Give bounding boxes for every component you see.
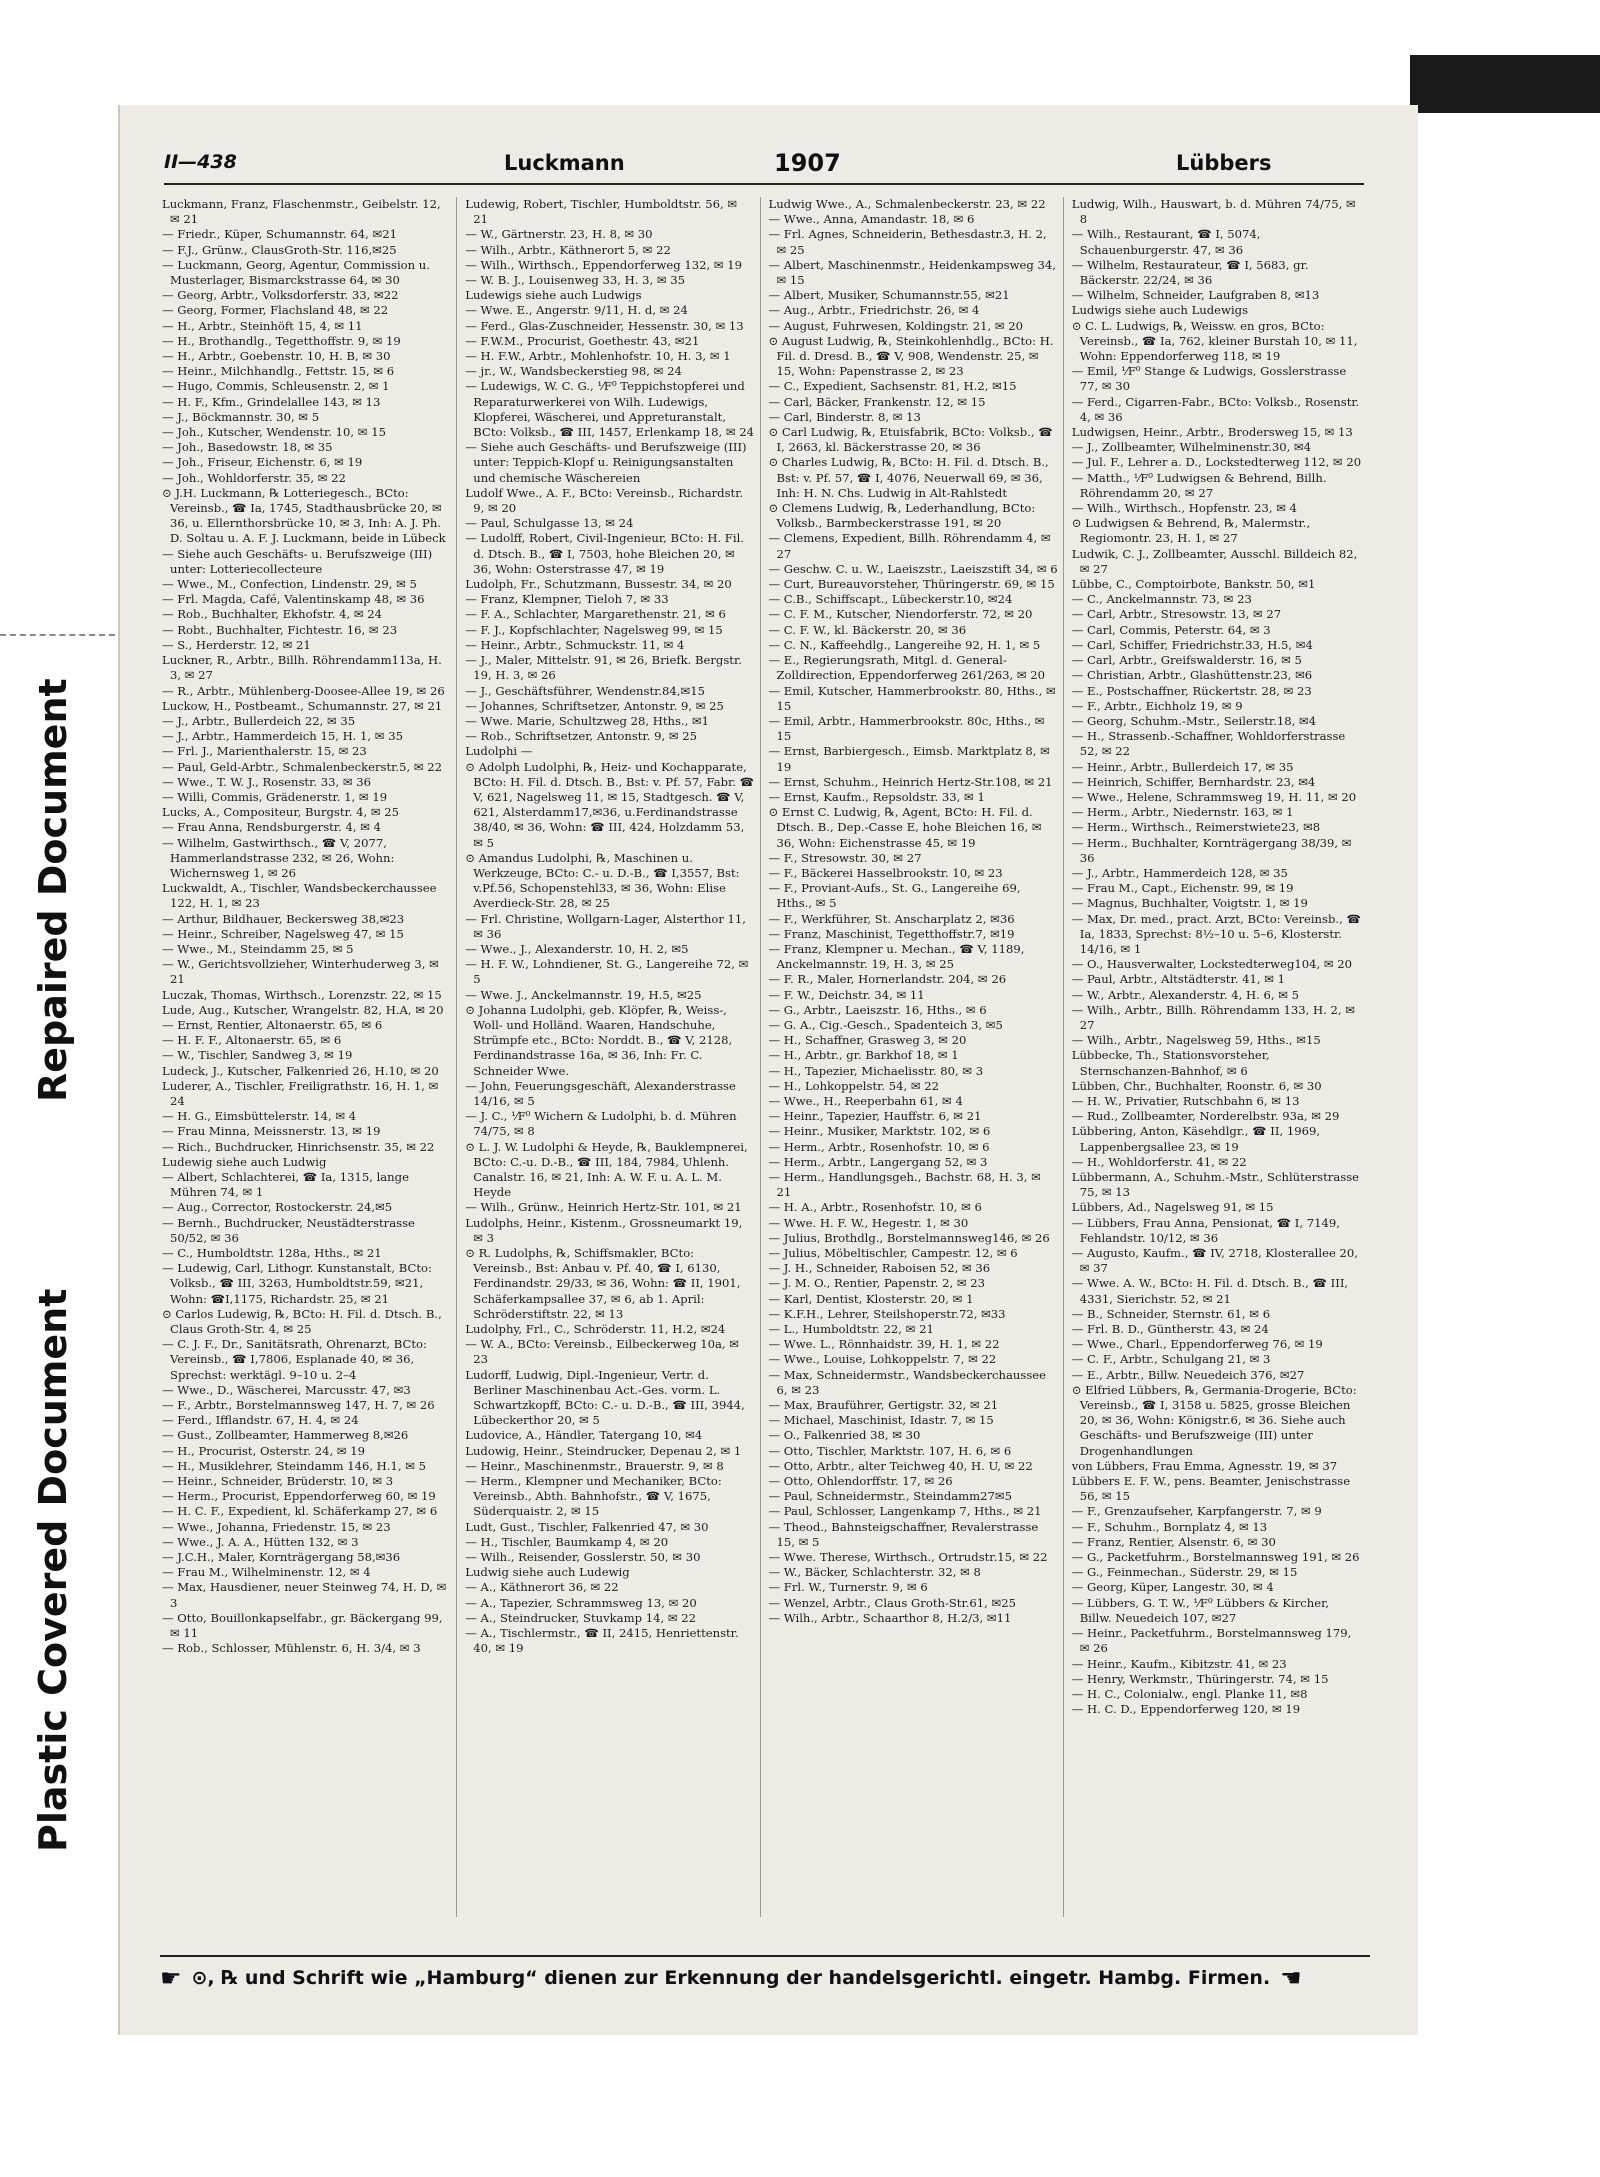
directory-entry: — H., Schaffner, Grasweg 3, ✉ 20 (768, 1033, 967, 1048)
directory-entry: Ludwigsen, Heinr., Arbtr., Brodersweg 15, ✉ 13 (1071, 425, 1353, 440)
directory-entry: — Herm., Buchhalter, Kornträgergang 38/39, ✉ 36 (1071, 835, 1352, 865)
directory-entry: ⊙ Carlos Ludewig, ℞, BCto: H. Fil. d. Dtsch. B., Claus Groth-Str. 4, ✉ 25 (162, 1306, 442, 1337)
directory-entry: — W. B. J., Louisenweg 33, H. 3, ✉ 35 (465, 273, 686, 288)
directory-entry: Ludwig siehe auch Ludewig (465, 1565, 630, 1580)
directory-entry: Ludolphy, Frl., C., Schröderstr. 11, H.2, ✉24 (465, 1322, 726, 1337)
directory-entry: — Karl, Dentist, Klosterstr. 20, ✉ 1 (768, 1291, 974, 1306)
directory-entry: — Hugo, Commis, Schleusenstr. 2, ✉ 1 (162, 379, 390, 394)
directory-entry: — Otto, Tischler, Marktstr. 107, H. 6, ✉ 6 (768, 1443, 1012, 1458)
directory-entry: ⊙ Clemens Ludwig, ℞, Lederhandlung, BCto: Volksb., Barmbeckerstrasse 191, ✉ 20 (768, 501, 1036, 531)
directory-entry: — Wilh., Wirthsch., Hopfenstr. 23, ✉ 4 (1071, 501, 1298, 516)
directory-entry: — B., Schneider, Sternstr. 61, ✉ 6 (1071, 1306, 1271, 1321)
directory-entry: — O., Falkenried 38, ✉ 30 (768, 1428, 921, 1443)
directory-entry: — W., Tischler, Sandweg 3, ✉ 19 (162, 1048, 353, 1063)
directory-entry: — Herm., Klempner und Mechaniker, BCto: Vereinsb., Abth. Bahnhofstr., ☎ V, 1675, Süderquaistr. 2, ✉ 15 (465, 1474, 722, 1519)
directory-entry: — Carl, Commis, Peterstr. 64, ✉ 3 (1071, 622, 1271, 637)
directory-entry: — Emil, Arbtr., Hammerbrookstr. 80c, Hths., ✉ 15 (768, 713, 1045, 744)
directory-entry: — Ludewig, Carl, Lithogr. Kunstanstalt, BCto: Volksb., ☎ III, 3263, Humboldtstr.59, ✉21, Wohn: ☎I,1175, Richardstr. 25, ✉ 21 (162, 1261, 432, 1306)
directory-entry: — Ferd., Ifflandstr. 67, H. 4, ✉ 24 (162, 1413, 359, 1428)
directory-entry: — H., Procurist, Osterstr. 24, ✉ 19 (162, 1443, 365, 1458)
directory-entry: — S., Herderstr. 12, ✉ 21 (162, 637, 311, 652)
directory-entry: — Julius, Brothdlg., Borstelmannsweg146, ✉ 26 (768, 1230, 1050, 1245)
directory-entry: — G., Arbtr., Laeiszstr. 16, Hths., ✉ 6 (768, 1002, 987, 1017)
directory-entry: Ludolf Wwe., A. F., BCto: Vereinsb., Richardstr. 9, ✉ 20 (465, 485, 744, 516)
directory-entry: — Ludolff, Robert, Civil-Ingenieur, BCto: H. Fil. d. Dtsch. B., ☎ I, 7503, hohe Bleichen 20, ✉ 36, Wohn: Osterstrasse 47, ✉ 19 (465, 531, 744, 576)
directory-entry: Lübbe, C., Comptoirbote, Bankstr. 50, ✉1 (1071, 577, 1316, 592)
directory-entry: — Otto, Arbtr., alter Teichweg 40, H. U, ✉ 22 (768, 1458, 1033, 1473)
directory-entry: — F. R., Maler, Hornerlandstr. 204, ✉ 26 (768, 972, 1007, 987)
directory-entry: — Wenzel, Arbtr., Claus Groth-Str.61, ✉25 (768, 1595, 1017, 1610)
directory-entry: — Albert, Maschinenmstr., Heidenkampsweg 34, ✉ 15 (768, 257, 1056, 288)
directory-entry: — Otto, Ohlendorffstr. 17, ✉ 26 (768, 1474, 953, 1489)
directory-entry: Ludeck, J., Kutscher, Falkenried 26, H.10, ✉ 20 (162, 1063, 439, 1078)
directory-entry: — Wwe., J., Alexanderstr. 10, H. 2, ✉5 (465, 941, 689, 956)
directory-entry: — Frl. Magda, Café, Valentinskamp 48, ✉ 36 (162, 592, 425, 607)
directory-entry: — Rich., Buchdrucker, Hinrichsenstr. 35, ✉ 22 (162, 1139, 435, 1154)
directory-entry: — W., Gärtnerstr. 23, H. 8, ✉ 30 (465, 227, 653, 242)
directory-entry: — Wilh., Reisender, Gosslerstr. 50, ✉ 30 (465, 1550, 701, 1565)
directory-entry: — Wwe. J., Anckelmannstr. 19, H.5, ✉25 (465, 987, 702, 1002)
directory-entry: — O., Hausverwalter, Lockstedterweg104, ✉ 20 (1071, 957, 1353, 972)
directory-entry: — Frl. Christine, Wollgarn-Lager, Alsterthor 11, ✉ 36 (465, 911, 746, 941)
directory-entry: ⊙ Ernst C. Ludwig, ℞, Agent, BCto: H. Fil. d. Dtsch. B., Dep.-Casse E, hohe Bleichen 16, ✉ 36, Wohn: Eichenstrasse 45, ✉ 19 (768, 805, 1042, 850)
directory-entry: — Wilh., Arbtr., Nagelsweg 59, Hths., ✉15 (1071, 1033, 1321, 1048)
column-4 (1072, 197, 1366, 1917)
directory-entry: — Carl, Bäcker, Frankenstr. 12, ✉ 15 (768, 394, 986, 409)
directory-entry: — Max, Brauführer, Gertigstr. 32, ✉ 21 (768, 1398, 999, 1413)
directory-entry: — E., Arbtr., Billw. Neuedeich 376, ✉27 (1071, 1367, 1305, 1382)
page-header (164, 147, 1364, 185)
directory-entry: — Herm., Wirthsch., Reimerstwiete23, ✉8 (1071, 820, 1321, 835)
directory-entry: — H., Brothandlg., Tegetthoffstr. 9, ✉ 19 (162, 333, 401, 348)
directory-entry: Luckner, R., Arbtr., Billh. Röhrendamm113a, H. 3, ✉ 27 (162, 653, 442, 683)
directory-entry: — C. F. M., Kutscher, Niendorferstr. 72, ✉ 20 (768, 607, 1033, 622)
directory-entry: — J. C., ⅟F⁰ Wichern & Ludolphi, b. d. Mühren 74/75, ✉ 8 (465, 1109, 737, 1139)
directory-entry: — Joh., Kutscher, Wendenstr. 10, ✉ 15 (162, 425, 386, 440)
directory-entry: — Albert, Musiker, Schumannstr.55, ✉21 (768, 288, 1010, 303)
directory-entry: — H. C. D., Eppendorferweg 120, ✉ 19 (1071, 1702, 1301, 1717)
directory-entry: — K.F.H., Lehrer, Steilshoperstr.72, ✉33 (768, 1306, 1006, 1321)
directory-entry: ⊙ Johanna Ludolphi, geb. Klöpfer, ℞, Weiss-, Woll- und Holländ. Waaren, Handschuhe, Strümpfe etc., BCto: Norddt. B., ☎ V, 2128, Ferdinandstrasse 16a, ✉ 36, Inh: Fr. C. Schneider Wwe. (465, 1002, 733, 1078)
directory-entry: — E., Regierungsrath, Mitgl. d. General-Zolldirection, Eppendorferweg 261/263, ✉ 20 (768, 653, 1046, 683)
header-year: 1907 (774, 149, 841, 177)
directory-entry: Lübbecke, Th., Stationsvorsteher, Sternschanzen-Bahnhof, ✉ 6 (1071, 1048, 1270, 1078)
directory-entry: Lübbermann, A., Schuhm.-Mstr., Schlüterstrasse 75, ✉ 13 (1071, 1170, 1360, 1200)
repaired-document-label: Repaired Document (31, 678, 75, 1102)
directory-entry: — Carl, Arbtr., Stresowstr. 13, ✉ 27 (1071, 607, 1282, 622)
directory-entry: — Ferd., Glas-Zuschneider, Hessenstr. 30, ✉ 13 (465, 318, 744, 333)
directory-entry: — Wilhelm, Restaurateur, ☎ I, 5683, gr. Bäckerstr. 22/24, ✉ 36 (1071, 257, 1309, 288)
directory-entry: — Heinr., Schreiber, Nagelsweg 47, ✉ 15 (162, 926, 404, 941)
directory-entry: — H., Wohldorferstr. 41, ✉ 22 (1071, 1154, 1247, 1169)
directory-entry: — F., Bäckerei Hasselbrookstr. 10, ✉ 23 (768, 865, 1003, 880)
directory-entry: ⊙ Ludwigsen & Behrend, ℞, Malermstr., Regiomontr. 23, H. 1, ✉ 27 (1071, 516, 1311, 546)
directory-entry: — Georg, Küper, Langestr. 30, ✉ 4 (1071, 1580, 1274, 1595)
directory-entry: — J. H., Schneider, Raboisen 52, ✉ 36 (768, 1261, 991, 1276)
directory-entry: — H. A., Arbtr., Rosenhofstr. 10, ✉ 6 (768, 1200, 982, 1215)
directory-entry: — Ernst, Rentier, Altonaerstr. 65, ✉ 6 (162, 1017, 383, 1032)
directory-entry: — Wwe., Anna, Amandastr. 18, ✉ 6 (768, 212, 975, 227)
directory-entry: — Siehe auch Geschäfts- u. Berufszweige (III) unter: Lotteriecollecteure (162, 546, 433, 576)
directory-entry: ⊙ C. L. Ludwigs, ℞, Weissw. en gros, BCto: Vereinsb., ☎ Ia, 762, kleiner Burstah 10, ✉ 11, Wohn: Eppendorferweg 118, ✉ 19 (1071, 318, 1358, 364)
directory-entry: — Aug., Corrector, Rostockerstr. 24,✉5 (162, 1200, 393, 1215)
directory-entry: — Augusto, Kaufm., ☎ IV, 2718, Klosterallee 20, ✉ 37 (1071, 1246, 1358, 1276)
directory-entry: — Wilhelm, Schneider, Laufgraben 8, ✉13 (1071, 288, 1320, 303)
directory-entry: — Joh., Basedowstr. 18, ✉ 35 (162, 440, 333, 455)
directory-entry: — Georg, Arbtr., Volksdorferstr. 33, ✉22 (162, 288, 399, 303)
directory-entry: — F., Arbtr., Eichholz 19, ✉ 9 (1071, 698, 1243, 713)
directory-entry: — G., Packetfuhrm., Borstelmannsweg 191, ✉ 26 (1071, 1550, 1360, 1565)
directory-entry: — J., Maler, Mittelstr. 91, ✉ 26, Briefk. Bergstr. 19, H. 3, ✉ 26 (465, 653, 742, 683)
directory-entry: — J., Arbtr., Hammerdeich 15, H. 1, ✉ 35 (162, 729, 403, 744)
directory-entry: — Wilh., Restaurant, ☎ I, 5074, Schauenburgerstr. 47, ✉ 36 (1071, 227, 1261, 257)
directory-entry: — Wwe., Johanna, Friedenstr. 15, ✉ 23 (162, 1519, 391, 1534)
directory-entry: — Heinr., Arbtr., Bullerdeich 17, ✉ 35 (1071, 759, 1294, 774)
directory-entry: — H. C., Colonialw., engl. Planke 11, ✉8 (1071, 1686, 1308, 1701)
directory-entry: — F., Grenzaufseher, Karpfangerstr. 7, ✉ 9 (1071, 1504, 1322, 1519)
directory-entry: — A., Steindrucker, Stuvkamp 14, ✉ 22 (465, 1610, 696, 1625)
directory-entry: — H., Arbtr., gr. Barkhof 18, ✉ 1 (768, 1048, 959, 1063)
directory-entry: — Wilh., Arbtr., Schaarthor 8, H.2/3, ✉11 (768, 1610, 1012, 1625)
directory-entry: — Johannes, Schriftsetzer, Antonstr. 9, ✉ 25 (465, 698, 724, 713)
directory-entry: — Heinr., Packetfuhrm., Borstelmannsweg 179, ✉ 26 (1071, 1626, 1352, 1656)
page-number: II—438 (164, 151, 237, 173)
directory-entry: — Clemens, Expedient, Billh. Röhrendamm 4, ✉ 27 (768, 531, 1051, 561)
directory-entry: — Curt, Bureauvorsteher, Thüringerstr. 69, ✉ 15 (768, 577, 1055, 592)
directory-entry: — H., Arbtr., Steinhöft 15, 4, ✉ 11 (162, 318, 363, 333)
directory-entry: — Ernst, Kaufm., Repsoldstr. 33, ✉ 1 (768, 789, 985, 804)
directory-entry: — Frl. Agnes, Schneiderin, Bethesdastr.3, H. 2, ✉ 25 (768, 227, 1047, 257)
directory-entry: — Carl, Schiffer, Friedrichstr.33, H.5, ✉4 (1071, 637, 1313, 652)
directory-entry: — Frau Minna, Meissnerstr. 13, ✉ 19 (162, 1124, 381, 1139)
directory-entry: — Heinr., Musiker, Marktstr. 102, ✉ 6 (768, 1124, 991, 1139)
directory-entry: — Gust., Zollbeamter, Hammerweg 8,✉26 (162, 1428, 409, 1443)
directory-entry: — Joh., Wohldorferstr. 35, ✉ 22 (162, 470, 346, 485)
header-left-keyword: Luckmann (504, 151, 625, 175)
directory-entry: — W., Arbtr., Alexanderstr. 4, H. 6, ✉ 5 (1071, 987, 1299, 1002)
directory-entry: — J., Arbtr., Hammerdeich 128, ✉ 35 (1071, 865, 1288, 880)
directory-entry: Luckow, H., Postbeamt., Schumannstr. 27, ✉ 21 (162, 698, 443, 713)
directory-entry: — Henry, Werkmstr., Thüringerstr. 74, ✉ 15 (1071, 1671, 1329, 1686)
directory-entry: — J., Arbtr., Bullerdeich 22, ✉ 35 (162, 713, 356, 728)
directory-entry: — Magnus, Buchhalter, Voigtstr. 1, ✉ 19 (1071, 896, 1308, 911)
directory-entry: — F. A., Schlachter, Margarethenstr. 21, ✉ 6 (465, 607, 726, 622)
directory-entry: Lübbers, Ad., Nagelsweg 91, ✉ 15 (1071, 1200, 1274, 1215)
column-1 (162, 197, 457, 1917)
directory-entry: Lübbering, Anton, Käsehdlgr., ☎ II, 1969, Lappenbergsallee 23, ✉ 19 (1071, 1124, 1321, 1154)
directory-entry: — Herm., Procurist, Eppendorferweg 60, ✉ 19 (162, 1489, 436, 1504)
directory-entry: — Franz, Rentier, Alsenstr. 6, ✉ 30 (1071, 1534, 1276, 1549)
directory-entry: ⊙ Charles Ludwig, ℞, BCto: H. Fil. d. Dtsch. B., Bst: v. Pf. 57, ☎ I, 4076, Neuerwall 69, ✉ 36, Inh: H. N. Chs. Ludwig in Alt-Rahlstedt (768, 455, 1049, 500)
directory-entry: — Heinrich, Schiffer, Bernhardstr. 23, ✉4 (1071, 774, 1316, 789)
directory-entry: — Emil, Kutscher, Hammerbrookstr. 80, Hths., ✉ 15 (768, 683, 1056, 713)
directory-entry: ⊙ Carl Ludwig, ℞, Etuisfabrik, BCto: Volksb., ☎ I, 2663, kl. Bäckerstrasse 20, ✉ 36 (768, 425, 1053, 455)
directory-entry: ⊙ Elfried Lübbers, ℞, Germania-Drogerie, BCto: Vereinsb., ☎ I, 3158 u. 5825, grosse Bleichen 20, ✉ 36, Wohn: Königstr.6, ✉ 36. Siehe auch Geschäfts- und Berufszweige (III) unter Drogenhandlungen (1071, 1382, 1357, 1458)
directory-entry: — C. J. F., Dr., Sanitätsrath, Ohrenarzt, BCto: Vereinsb., ☎ I,7806, Esplanade 40, ✉ 36, Sprechst: werktägl. 9–10 u. 2–4 (162, 1337, 427, 1382)
directory-entry: — C. F., Arbtr., Schulgang 21, ✉ 3 (1071, 1352, 1271, 1367)
directory-entry: — Wwe., M., Steindamm 25, ✉ 5 (162, 941, 354, 956)
directory-entry: — H. F. W., Lohndiener, St. G., Langereihe 72, ✉ 5 (465, 957, 749, 987)
directory-entry: — Albert, Schlachterei, ☎ Ia, 1315, lange Mühren 74, ✉ 1 (162, 1170, 409, 1200)
directory-entry: — Wwe. E., Angerstr. 9/11, H. d, ✉ 24 (465, 303, 688, 318)
directory-entry: — Aug., Arbtr., Friedrichstr. 26, ✉ 4 (768, 303, 980, 318)
directory-entry: — F.J., Grünw., ClausGroth-Str. 116,✉25 (162, 242, 397, 257)
directory-entry: — Paul, Geld-Arbtr., Schmalenbeckerstr.5, ✉ 22 (162, 759, 443, 774)
directory-entry: — H. G., Eimsbüttelerstr. 14, ✉ 4 (162, 1109, 357, 1124)
directory-entry: — Wwe., J. A. A., Hütten 132, ✉ 3 (162, 1534, 359, 1549)
directory-entry: — J., Zollbeamter, Wilhelminenstr.30, ✉4 (1071, 440, 1312, 455)
directory-entry: — Herm., Arbtr., Langergang 52, ✉ 3 (768, 1154, 988, 1169)
pointing-hand-right-icon: ☚ (1280, 1964, 1302, 1992)
directory-entry: Ludewig, Robert, Tischler, Humboldtstr. 56, ✉ 21 (465, 197, 738, 227)
directory-entry: — August, Fuhrwesen, Koldingstr. 21, ✉ 20 (768, 318, 1024, 333)
directory-entry: — W. A., BCto: Vereinsb., Eilbeckerweg 10a, ✉ 23 (465, 1337, 739, 1367)
directory-entry: — Wwe. L., Rönnhaidstr. 39, H. 1, ✉ 22 (768, 1337, 1000, 1352)
directory-entry: — Lübbers, Frau Anna, Pensionat, ☎ I, 7149, Fehlandstr. 10/12, ✉ 36 (1071, 1215, 1340, 1245)
plastic-covered-label: Plastic Covered Document (31, 1288, 75, 1852)
directory-entry: — Frau Anna, Rendsburgerstr. 4, ✉ 4 (162, 820, 381, 835)
directory-entry: — Wwe., H., Reeperbahn 61, ✉ 4 (768, 1093, 963, 1108)
directory-entry: — J. M. O., Rentier, Papenstr. 2, ✉ 23 (768, 1276, 986, 1291)
directory-entry: — F., Werkführer, St. Anscharplatz 2, ✉36 (768, 911, 1015, 926)
directory-entry: — jr., W., Wandsbeckerstieg 98, ✉ 24 (465, 364, 682, 379)
directory-entry: Ludolph, Fr., Schutzmann, Bussestr. 34, ✉ 20 (465, 577, 732, 592)
directory-entry: — Julius, Möbeltischler, Campestr. 12, ✉ 6 (768, 1246, 1018, 1261)
directory-entry: — Frau M., Capt., Eichenstr. 99, ✉ 19 (1071, 881, 1294, 896)
directory-entry: — H., Strassenb.-Schaffner, Wohldorferstrasse 52, ✉ 22 (1071, 729, 1346, 759)
directory-entry: — H., Arbtr., Goebenstr. 10, H. B, ✉ 30 (162, 349, 391, 364)
directory-entry: Luckwaldt, A., Tischler, Wandsbeckerchaussee 122, H. 1, ✉ 23 (162, 881, 437, 911)
directory-entry: — F., Schuhm., Bornplatz 4, ✉ 13 (1071, 1519, 1268, 1534)
directory-entry: — F.W.M., Procurist, Goethestr. 43, ✉21 (465, 333, 700, 348)
directory-entry: — Heinr., Maschinenmstr., Brauerstr. 9, ✉ 8 (465, 1458, 724, 1473)
directory-entry: — Friedr., Küper, Schumannstr. 64, ✉21 (162, 227, 398, 242)
directory-entry: ⊙ L. J. W. Ludolphi & Heyde, ℞, Bauklempnerei, BCto: C.-u. D.-B., ☎ III, 184, 7984, Uhlenh. Canalstr. 16, ✉ 21, Inh: A. W. F. u. A. L. M. Heyde (465, 1139, 748, 1200)
directory-entry: — Wilh., Arbtr., Käthnerort 5, ✉ 22 (465, 242, 671, 257)
directory-entry: Ludwig Wwe., A., Schmalenbeckerstr. 23, ✉ 22 (768, 197, 1046, 211)
directory-entry: — H., Tapezier, Michaelisstr. 80, ✉ 3 (768, 1063, 984, 1078)
directory-entry: — Max, Schneidermstr., Wandsbeckerchaussee 6, ✉ 23 (768, 1367, 1046, 1397)
directory-entry: — L., Humboldtstr. 22, ✉ 21 (768, 1322, 934, 1337)
directory-entry: — Luckmann, Georg, Agentur, Commission u. Musterlager, Bismarckstrasse 64, ✉ 30 (162, 257, 430, 288)
directory-entry: — Franz, Klempner, Tieloh 7, ✉ 33 (465, 592, 669, 607)
directory-entry: Luderer, A., Tischler, Freiligrathstr. 16, H. 1, ✉ 24 (162, 1078, 439, 1108)
directory-entry: — C. N., Kaffeehdlg., Langereihe 92, H. 1, ✉ 5 (768, 637, 1041, 652)
directory-entry: — Heinr., Schneider, Brüderstr. 10, ✉ 3 (162, 1474, 394, 1489)
directory-entry: Luczak, Thomas, Wirthsch., Lorenzstr. 22, ✉ 15 (162, 987, 442, 1002)
directory-entry: Ludolphs, Heinr., Kistenm., Grossneumarkt 19, ✉ 3 (465, 1215, 743, 1245)
directory-entry: — Matth., ⅟F⁰ Ludwigsen & Behrend, Billh. Röhrendamm 20, ✉ 27 (1071, 470, 1327, 500)
directory-entry: — Ernst, Barbiergesch., Eimsb. Marktplatz 8, ✉ 19 (768, 744, 1050, 774)
directory-entry: — Wilh., Grünw., Heinrich Hertz-Str. 101, ✉ 21 (465, 1200, 742, 1215)
directory-entry: — Paul, Schlosser, Langenkamp 7, Hths., ✉ 21 (768, 1504, 1042, 1519)
directory-entry: ⊙ J.H. Luckmann, ℞ Lotteriegesch., BCto: Vereinsb., ☎ Ia, 1745, Stadthausbrücke 20, ✉ 36, u. Ellernthorsbrücke 10, ✉ 3, Inh: A. J. Ph. D. Soltau u. A. F. J. Luckmann, beide in Lübeck (162, 485, 446, 546)
directory-entry: — Herm., Handlungsgeh., Bachstr. 68, H. 3, ✉ 21 (768, 1170, 1041, 1200)
directory-entry: — Wwe., D., Wäscherei, Marcusstr. 47, ✉3 (162, 1382, 411, 1397)
directory-entry: Ludwigs siehe auch Ludewigs (1071, 303, 1249, 318)
directory-entry: — Georg, Former, Flachsland 48, ✉ 22 (162, 303, 389, 318)
directory-entry: Ludewigs siehe auch Ludwigs (465, 288, 642, 303)
directory-entry: — F. W., Deichstr. 34, ✉ 11 (768, 987, 925, 1002)
directory-entry: Lude, Aug., Kutscher, Wrangelstr. 82, H.A, ✉ 20 (162, 1002, 444, 1017)
directory-entry: — Carl, Arbtr., Greifswalderstr. 16, ✉ 5 (1071, 653, 1302, 668)
directory-entry: — Wwe., M., Confection, Lindenstr. 29, ✉ 5 (162, 577, 417, 592)
directory-entry: Ludt, Gust., Tischler, Falkenried 47, ✉ 30 (465, 1519, 709, 1534)
directory-entry: — Wwe. Marie, Schultzweg 28, Hths., ✉1 (465, 713, 710, 728)
directory-entry: — H. F. F., Altonaerstr. 65, ✉ 6 (162, 1033, 342, 1048)
directory-entry: — Joh., Friseur, Eichenstr. 6, ✉ 19 (162, 455, 363, 470)
directory-entry: — Frau M., Wilhelminenstr. 12, ✉ 4 (162, 1565, 371, 1580)
directory-entry: Lübbers E. F. W., pens. Beamter, Jenischstrasse 56, ✉ 15 (1071, 1474, 1351, 1504)
directory-entry: — Robt., Buchhalter, Fichtestr. 16, ✉ 23 (162, 622, 398, 637)
directory-entry: — Arthur, Bildhauer, Beckersweg 38,✉23 (162, 911, 405, 926)
directory-entry: — Paul, Schulgasse 13, ✉ 24 (465, 516, 634, 531)
directory-entry: Ludewig siehe auch Ludwig (162, 1154, 327, 1169)
directory-entry: — Heinr., Tapezier, Hauffstr. 6, ✉ 21 (768, 1109, 982, 1124)
directory-entry: — Wilh., Wirthsch., Eppendorferweg 132, ✉ 19 (465, 257, 743, 272)
directory-entry: — C. F. W., kl. Bäckerstr. 20, ✉ 36 (768, 622, 967, 637)
directory-entry: — Franz, Klempner u. Mechan., ☎ V, 1189, Anckelmannstr. 19, H. 3, ✉ 25 (768, 941, 1025, 972)
directory-entry: ⊙ August Ludwig, ℞, Steinkohlenhdlg., BCto: H. Fil. d. Dresd. B., ☎ V, 908, Wendenstr. 25, ✉ 15, Wohn: Papenstrasse 2, ✉ 23 (768, 333, 1054, 379)
directory-entry: Ludwik, C. J., Zollbeamter, Ausschl. Billdeich 82, ✉ 27 (1071, 546, 1358, 576)
directory-entry: Ludovice, A., Händler, Tatergang 10, ✉4 (465, 1428, 703, 1443)
directory-entry: — F. J., Kopfschlachter, Nagelsweg 99, ✉ 15 (465, 622, 723, 637)
directory-entry: — Siehe auch Geschäfts- und Berufszweige (III) unter: Teppich-Klopf u. Reinigungsanstalten und chemische Wäschereien (465, 440, 747, 485)
directory-entry: — H. F., Kfm., Grindelallee 143, ✉ 13 (162, 394, 381, 409)
directory-entry: — W., Bäcker, Schlachterstr. 32, ✉ 8 (768, 1565, 981, 1580)
directory-entry: — Paul, Arbtr., Altstädterstr. 41, ✉ 1 (1071, 972, 1285, 987)
directory-entry: — Paul, Schneidermstr., Steindamm27✉5 (768, 1489, 1013, 1504)
directory-entry: Lucks, A., Compositeur, Burgstr. 4, ✉ 25 (162, 805, 400, 820)
directory-entry: — Heinr., Arbtr., Schmuckstr. 11, ✉ 4 (465, 637, 685, 652)
directory-entry: Ludolphi — (465, 744, 533, 759)
directory-entry: — Lübbers, G. T. W., ⅟F⁰ Lübbers & Kircher, Billw. Neuedeich 107, ✉27 (1071, 1595, 1330, 1625)
directory-entry: — Frl. J., Marienthalerstr. 15, ✉ 23 (162, 744, 367, 759)
directory-entry: — Wwe., Louise, Lohkoppelstr. 7, ✉ 22 (768, 1352, 997, 1367)
directory-entry: — A., Tischlermstr., ☎ II, 2415, Henriettenstr. 40, ✉ 19 (465, 1626, 739, 1656)
directory-columns (162, 197, 1366, 1917)
directory-entry: — Heinr., Milchhandlg., Fettstr. 15, ✉ 6 (162, 364, 395, 379)
header-right-keyword: Lübbers (1176, 151, 1272, 175)
directory-entry: — Heinr., Kaufm., Kibitzstr. 41, ✉ 23 (1071, 1656, 1287, 1671)
directory-entry: — J., Böckmannstr. 30, ✉ 5 (162, 409, 320, 424)
directory-entry: — C., Humboldtstr. 128a, Hths., ✉ 21 (162, 1246, 382, 1261)
directory-entry: — Franz, Maschinist, Tegetthoffstr.7, ✉19 (768, 926, 1015, 941)
directory-entry: — Rud., Zollbeamter, Norderelbstr. 93a, ✉ 29 (1071, 1109, 1340, 1124)
directory-entry: — Rob., Buchhalter, Ekhofstr. 4, ✉ 24 (162, 607, 383, 622)
directory-entry: — Herm., Arbtr., Rosenhofstr. 10, ✉ 6 (768, 1139, 990, 1154)
directory-entry: — Wwe. A. W., BCto: H. Fil. d. Dtsch. B., ☎ III, 4331, Sierichstr. 52, ✉ 21 (1071, 1276, 1349, 1306)
directory-entry: — Otto, Bouillonkapselfabr., gr. Bäckergang 99, ✉ 11 (162, 1610, 443, 1641)
directory-entry: — Wwe., T. W. J., Rosenstr. 33, ✉ 36 (162, 774, 372, 789)
pointing-hand-left-icon: ☛ (160, 1964, 182, 1992)
directory-entry: — Wilh., Arbtr., Billh. Röhrendamm 133, H. 2, ✉ 27 (1071, 1002, 1355, 1032)
directory-entry: — H. F.W., Arbtr., Mohlenhofstr. 10, H. 3, ✉ 1 (465, 349, 731, 364)
directory-entry: — C., Expedient, Sachsenstr. 81, H.2, ✉15 (768, 379, 1017, 394)
directory-entry: — J.C.H., Maler, Kornträgergang 58,✉36 (162, 1550, 401, 1565)
directory-entry: — Ferd., Cigarren-Fabr., BCto: Volksb., Rosenstr. 4, ✉ 36 (1071, 394, 1360, 424)
directory-entry: — Max, Hausdiener, neuer Steinweg 74, H. D, ✉ 3 (162, 1580, 447, 1610)
directory-entry: Ludowig, Heinr., Steindrucker, Depenau 2, ✉ 1 (465, 1443, 742, 1458)
directory-entry: — Geschw. C. u. W., Laeiszstr., Laeiszstift 34, ✉ 6 (768, 561, 1058, 576)
directory-entry: — Frl. B. D., Güntherstr. 43, ✉ 24 (1071, 1322, 1269, 1337)
directory-entry: — Wwe., Helene, Schrammsweg 19, H. 11, ✉ 20 (1071, 789, 1357, 804)
directory-entry: — John, Feuerungsgeschäft, Alexanderstrasse 14/16, ✉ 5 (465, 1078, 736, 1108)
directory-entry: — Rob., Schriftsetzer, Antonstr. 9, ✉ 25 (465, 729, 697, 744)
directory-entry: — Frl. W., Turnerstr. 9, ✉ 6 (768, 1580, 928, 1595)
footer-note: ⊙, ℞ und Schrift wie „Hamburg“ dienen zur Erkennung der handelsgerichtl. eingetr. Hambg. Firmen. (191, 1967, 1271, 1989)
directory-entry: — H. C. F., Expedient, kl. Schäferkamp 27, ✉ 6 (162, 1504, 438, 1519)
directory-entry: — Willi, Commis, Grädenerstr. 1, ✉ 19 (162, 789, 388, 804)
directory-entry: — Wilhelm, Gastwirthsch., ☎ V, 2077, Hammerlandstrasse 232, ✉ 26, Wohn: Wichernsweg 1, ✉ 26 (162, 835, 395, 880)
directory-entry: — Carl, Binderstr. 8, ✉ 13 (768, 409, 921, 424)
directory-page (118, 105, 1418, 2035)
directory-entry: — C., Anckelmannstr. 73, ✉ 23 (1071, 592, 1252, 607)
directory-entry: — Jul. F., Lehrer a. D., Lockstedterweg 112, ✉ 20 (1071, 455, 1362, 470)
directory-entry: — Wwe. H. F. W., Hegestr. 1, ✉ 30 (768, 1215, 969, 1230)
directory-entry: Ludorff, Ludwig, Dipl.-Ingenieur, Vertr. d. Berliner Maschinenbau Act.-Ges. vorm. L. Schwartzkopff, BCto: C.- u. D.-B., ☎ III, 3944, Lübeckerthor 20, ✉ 5 (465, 1367, 745, 1428)
directory-entry: — H. W., Privatier, Rutschbahn 6, ✉ 13 (1071, 1093, 1300, 1108)
directory-entry: — Ludewigs, W. C. G., ⅟F⁰ Teppichstopferei und Reparaturwerkerei von Wilh. Ludewigs, Klopferei, Wäscherei, und Appreturanstalt, BCto: Volksb., ☎ III, 1457, Erlenkamp 18, ✉ 24 (465, 379, 755, 440)
directory-entry: — Michael, Maschinist, Idastr. 7, ✉ 15 (768, 1413, 994, 1428)
column-3 (769, 197, 1064, 1917)
directory-entry: von Lübbers, Frau Emma, Agnesstr. 19, ✉ 37 (1071, 1458, 1338, 1473)
directory-entry: — H., Musiklehrer, Steindamm 146, H.1, ✉ 5 (162, 1458, 427, 1473)
directory-entry: — Georg, Schuhm.-Mstr., Seilerstr.18, ✉4 (1071, 713, 1317, 728)
directory-entry: — G. A., Cig.-Gesch., Spadenteich 3, ✉5 (768, 1017, 1003, 1032)
column-2 (465, 197, 760, 1917)
scan-top-margin (0, 0, 1600, 55)
directory-entry: — H., Tischler, Baumkamp 4, ✉ 20 (465, 1534, 669, 1549)
directory-entry: — Christian, Arbtr., Glashüttenstr.23, ✉6 (1071, 668, 1313, 683)
directory-entry: ⊙ Amandus Ludolphi, ℞, Maschinen u. Werkzeuge, BCto: C.- u. D.-B., ☎ I,3557, Bst: v.Pf.56, Schopenstehl33, ✉ 36, Wohn: Elise Averdieck-Str. 28, ✉ 25 (465, 850, 740, 911)
directory-entry: ⊙ Adolph Ludolphi, ℞, Heiz- und Kochapparate, BCto: H. Fil. d. Dtsch. B., Bst: v. Pf. 57, Fabr. ☎ V, 621, Nagelsweg 11, ✉ 15, Stadtgesch. ☎ V, 621, Alsterdamm17,✉36, u.Ferdinandstrasse 38/40, ✉ 36, Wohn: ☎ III, 424, Holzdamm 53, ✉ 5 (465, 759, 755, 850)
directory-entry: ⊙ R. Ludolphs, ℞, Schiffsmakler, BCto: Vereinsb., Bst: Anbau v. Pf. 40, ☎ I, 6130, Ferdinandstr. 29/33, ✉ 36, Wohn: ☎ II, 1901, Schäferkampsallee 37, ✉ 6, ab 1. April: Schröderstiftstr. 22, ✉ 13 (465, 1246, 741, 1321)
directory-entry: Lübben, Chr., Buchhalter, Roonstr. 6, ✉ 30 (1071, 1078, 1322, 1093)
directory-entry: — Wwe. Therese, Wirthsch., Ortrudstr.15, ✉ 22 (768, 1550, 1048, 1565)
directory-entry: — C.B., Schiffscapt., Lübeckerstr.10, ✉24 (768, 592, 1013, 607)
directory-entry: — Emil, ⅟F⁰ Stange & Ludwigs, Gosslerstrasse 77, ✉ 30 (1071, 364, 1347, 394)
directory-entry: — Max, Dr. med., pract. Arzt, BCto: Vereinsb., ☎ Ia, 1833, Sprechst: 8½–10 u. 5–6, Klosterstr. 14/16, ✉ 1 (1071, 911, 1361, 956)
directory-entry: — A., Käthnerort 36, ✉ 22 (465, 1580, 619, 1595)
black-edge-tab (1410, 55, 1600, 113)
directory-entry: — Theod., Bahnsteigschaffner, Revalerstrasse 15, ✉ 5 (768, 1519, 1039, 1549)
directory-entry: — J., Geschäftsführer, Wendenstr.84,✉15 (465, 683, 705, 698)
directory-entry: — A., Tapezier, Schrammsweg 13, ✉ 20 (465, 1595, 697, 1610)
directory-entry: Luckmann, Franz, Flaschenmstr., Geibelstr. 12, ✉ 21 (162, 197, 441, 227)
directory-entry: — Rob., Schlosser, Mühlenstr. 6, H. 3/4, ✉ 3 (162, 1641, 421, 1656)
directory-entry: — H., Lohkoppelstr. 54, ✉ 22 (768, 1078, 940, 1093)
directory-entry: — G., Feinmechan., Süderstr. 29, ✉ 15 (1071, 1565, 1298, 1580)
directory-entry: Ludwig, Wilh., Hauswart, b. d. Mühren 74/75, ✉ 8 (1071, 197, 1356, 227)
directory-entry: — W., Gerichtsvollzieher, Winterhuderweg 3, ✉ 21 (162, 957, 439, 987)
directory-entry: — Wwe., Charl., Eppendorferweg 76, ✉ 19 (1071, 1337, 1323, 1352)
directory-entry: — R., Arbtr., Mühlenberg-Doosee-Allee 19, ✉ 26 (162, 683, 445, 698)
directory-entry: — F., Proviant-Aufs., St. G., Langereihe 69, Hths., ✉ 5 (768, 881, 1021, 911)
directory-entry: — Herm., Arbtr., Niedernstr. 163, ✉ 1 (1071, 805, 1294, 820)
directory-entry: — F., Arbtr., Borstelmannsweg 147, H. 7, ✉ 26 (162, 1398, 435, 1413)
directory-entry: — F., Stresowstr. 30, ✉ 27 (768, 850, 922, 865)
directory-entry: — Bernh., Buchdrucker, Neustädterstrasse 50/52, ✉ 36 (162, 1215, 415, 1245)
directory-entry: — Ernst, Schuhm., Heinrich Hertz-Str.108, ✉ 21 (768, 774, 1053, 789)
directory-entry: — E., Postschaffner, Rückertstr. 28, ✉ 23 (1071, 683, 1312, 698)
page-footer (160, 1955, 1370, 1993)
